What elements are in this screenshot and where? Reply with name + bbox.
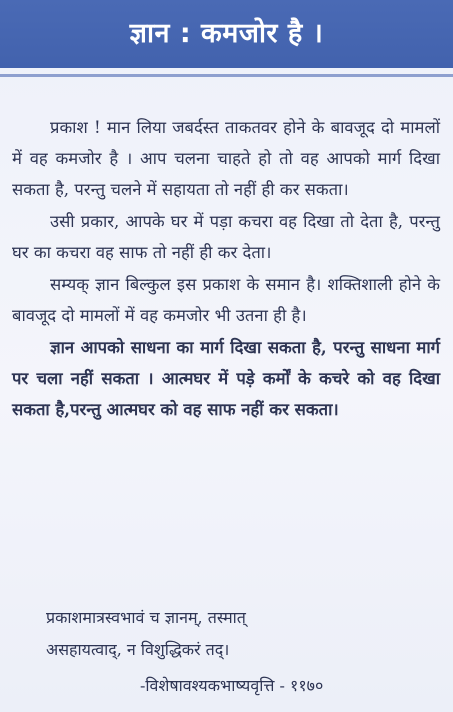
page-title: ज्ञान : कमजोर है । — [129, 17, 324, 49]
paragraph-2: उसी प्रकार, आपके घर में पड़ा कचरा वह दिखा तो देता है, परन्तु घर का कचरा वह साफ तो नहीं ही कर देता। — [12, 212, 440, 262]
verse-line-1: प्रकाशमात्रस्वभावं च ज्ञानम्, तस्मात् — [46, 608, 246, 627]
verse-line-2: असहायत्वाद्, न विशुद्धिकरं तद्। — [46, 640, 230, 659]
paragraph-4: ज्ञान आपको साधना का मार्ग दिखा सकता है, परन्तु साधना मार्ग पर चला नहीं सकता । आत्मघर में पड़े कर्मों के कचरे को वह दिखा सकता है,परन्तु आत्मघर को वह साफ नहीं कर सकता। — [12, 337, 440, 419]
paragraph-1: प्रकाश ! मान लिया जबर्दस्त ताकतवर होने के बावजूद दो मामलों में वह कमजोर है । आप चलना चाहते हो तो वह आपको मार्ग दिखा सकता है, परन्तु चलने में सहायता तो नहीं ही कर सकता। — [12, 118, 440, 199]
paragraph-3: सम्यक् ज्ञान बिल्कुल इस प्रकाश के समान है। शक्तिशाली होने के बावजूद दो मामलों में वह कमजोर भी उतना ही है। — [12, 275, 440, 325]
body-text — [12, 112, 440, 426]
header-divider — [0, 74, 453, 77]
header-banner — [0, 0, 453, 68]
sanskrit-verse — [12, 602, 440, 666]
source-citation: -विशेषावश्यकभाष्यवृत्ति - ११७० — [140, 676, 324, 695]
